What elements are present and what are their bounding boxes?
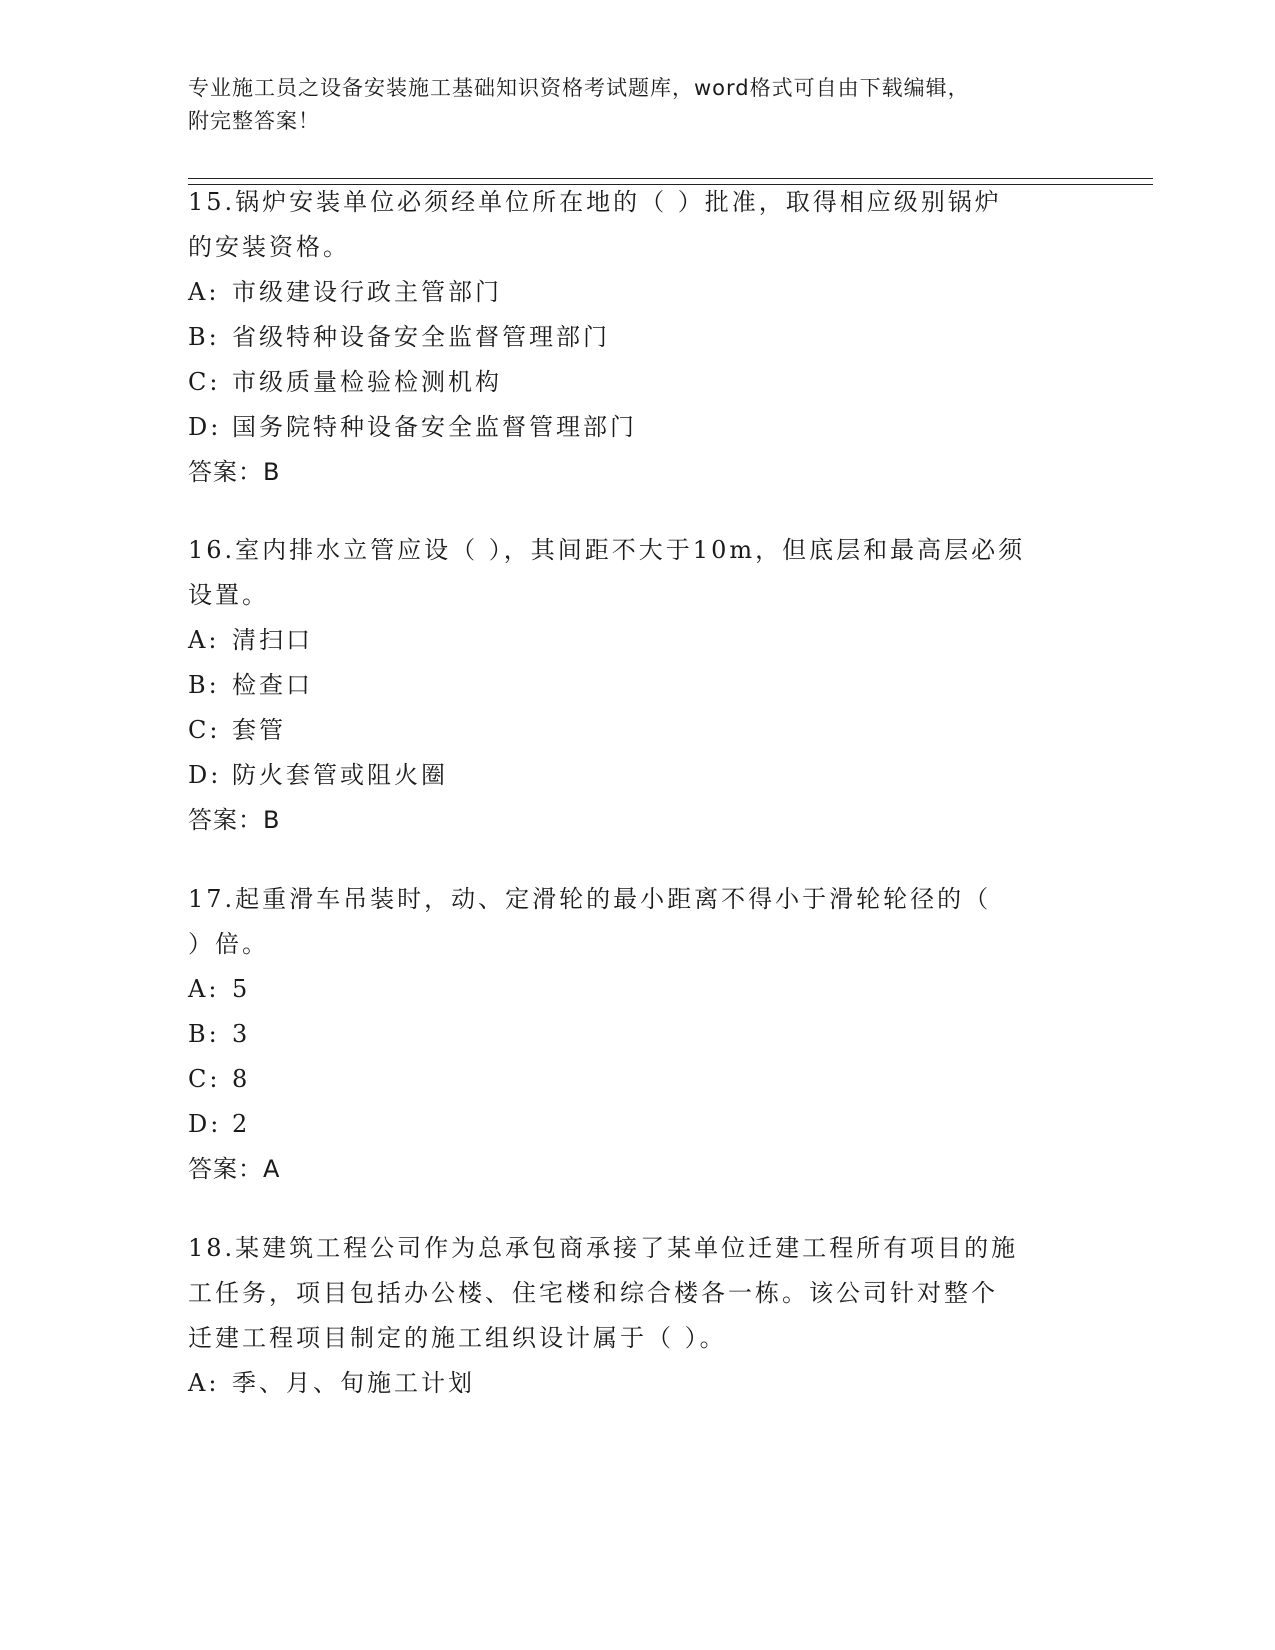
option-text: 套管 [232,716,286,744]
option-text: 季、月、旬施工计划 [232,1369,475,1397]
option-c [188,708,1088,753]
question-stem-line: 的安装资格。 [188,233,350,261]
header-line-1: 专业施工员之设备安装施工基础知识资格考试题库，word格式可自由下载编辑， [188,76,970,100]
option-letter: B: [188,1020,220,1048]
question-17 [188,877,1088,1192]
option-d [188,405,1088,450]
option-c [188,360,1088,405]
option-a [188,618,1088,663]
option-text: 省级特种设备安全监督管理部门 [232,323,610,351]
option-b [188,1012,1088,1057]
option-text: 8 [232,1065,251,1093]
option-text: 市级质量检验检测机构 [232,368,502,396]
option-d [188,1102,1088,1147]
question-stem-line: 迁建工程项目制定的施工组织设计属于（ ）。 [188,1324,727,1352]
option-letter: D: [188,1110,222,1138]
answer-line: 答案：A [188,1155,281,1183]
option-b [188,663,1088,708]
option-letter: D: [188,761,222,789]
document-header [188,72,1068,138]
option-text: 国务院特种设备安全监督管理部门 [232,413,637,441]
option-d [188,753,1088,798]
option-letter: B: [188,671,220,699]
option-letter: C: [188,368,221,396]
question-stem-line: 17.起重滑车吊装时，动、定滑轮的最小距离不得小于滑轮轮径的（ [188,885,992,913]
answer-line: 答案：B [188,806,281,834]
option-b [188,315,1088,360]
option-text: 5 [232,975,251,1003]
question-stem-line: 设置。 [188,581,269,609]
option-letter: A: [188,278,220,306]
option-letter: C: [188,716,221,744]
question-stem-line: 15.锅炉安装单位必须经单位所在地的（ ）批准，取得相应级别锅炉 [188,188,1002,216]
question-18 [188,1226,1088,1406]
option-text: 检查口 [232,671,313,699]
option-letter: A: [188,975,220,1003]
option-letter: D: [188,413,222,441]
option-text: 清扫口 [232,626,313,654]
question-16 [188,528,1088,843]
option-text: 防火套管或阻火圈 [232,761,448,789]
question-stem-line: ）倍。 [188,930,269,958]
option-letter: B: [188,323,220,351]
option-a [188,967,1088,1012]
option-text: 3 [232,1020,251,1048]
option-letter: C: [188,1065,221,1093]
question-stem-line: 16.室内排水立管应设（ ），其间距不大于10m，但底层和最高层必须 [188,536,1026,564]
question-15 [188,180,1088,495]
option-c [188,1057,1088,1102]
option-text: 市级建设行政主管部门 [232,278,502,306]
question-stem-line: 工任务，项目包括办公楼、住宅楼和综合楼各一栋。该公司针对整个 [188,1279,998,1307]
option-letter: A: [188,626,220,654]
question-stem-line: 18.某建筑工程公司作为总承包商承接了某单位迁建工程所有项目的施 [188,1234,1019,1262]
option-text: 2 [232,1110,251,1138]
answer-line: 答案：B [188,458,281,486]
option-a [188,270,1088,315]
option-a [188,1361,1088,1406]
header-line-2: 附完整答案！ [188,109,320,133]
option-letter: A: [188,1369,220,1397]
